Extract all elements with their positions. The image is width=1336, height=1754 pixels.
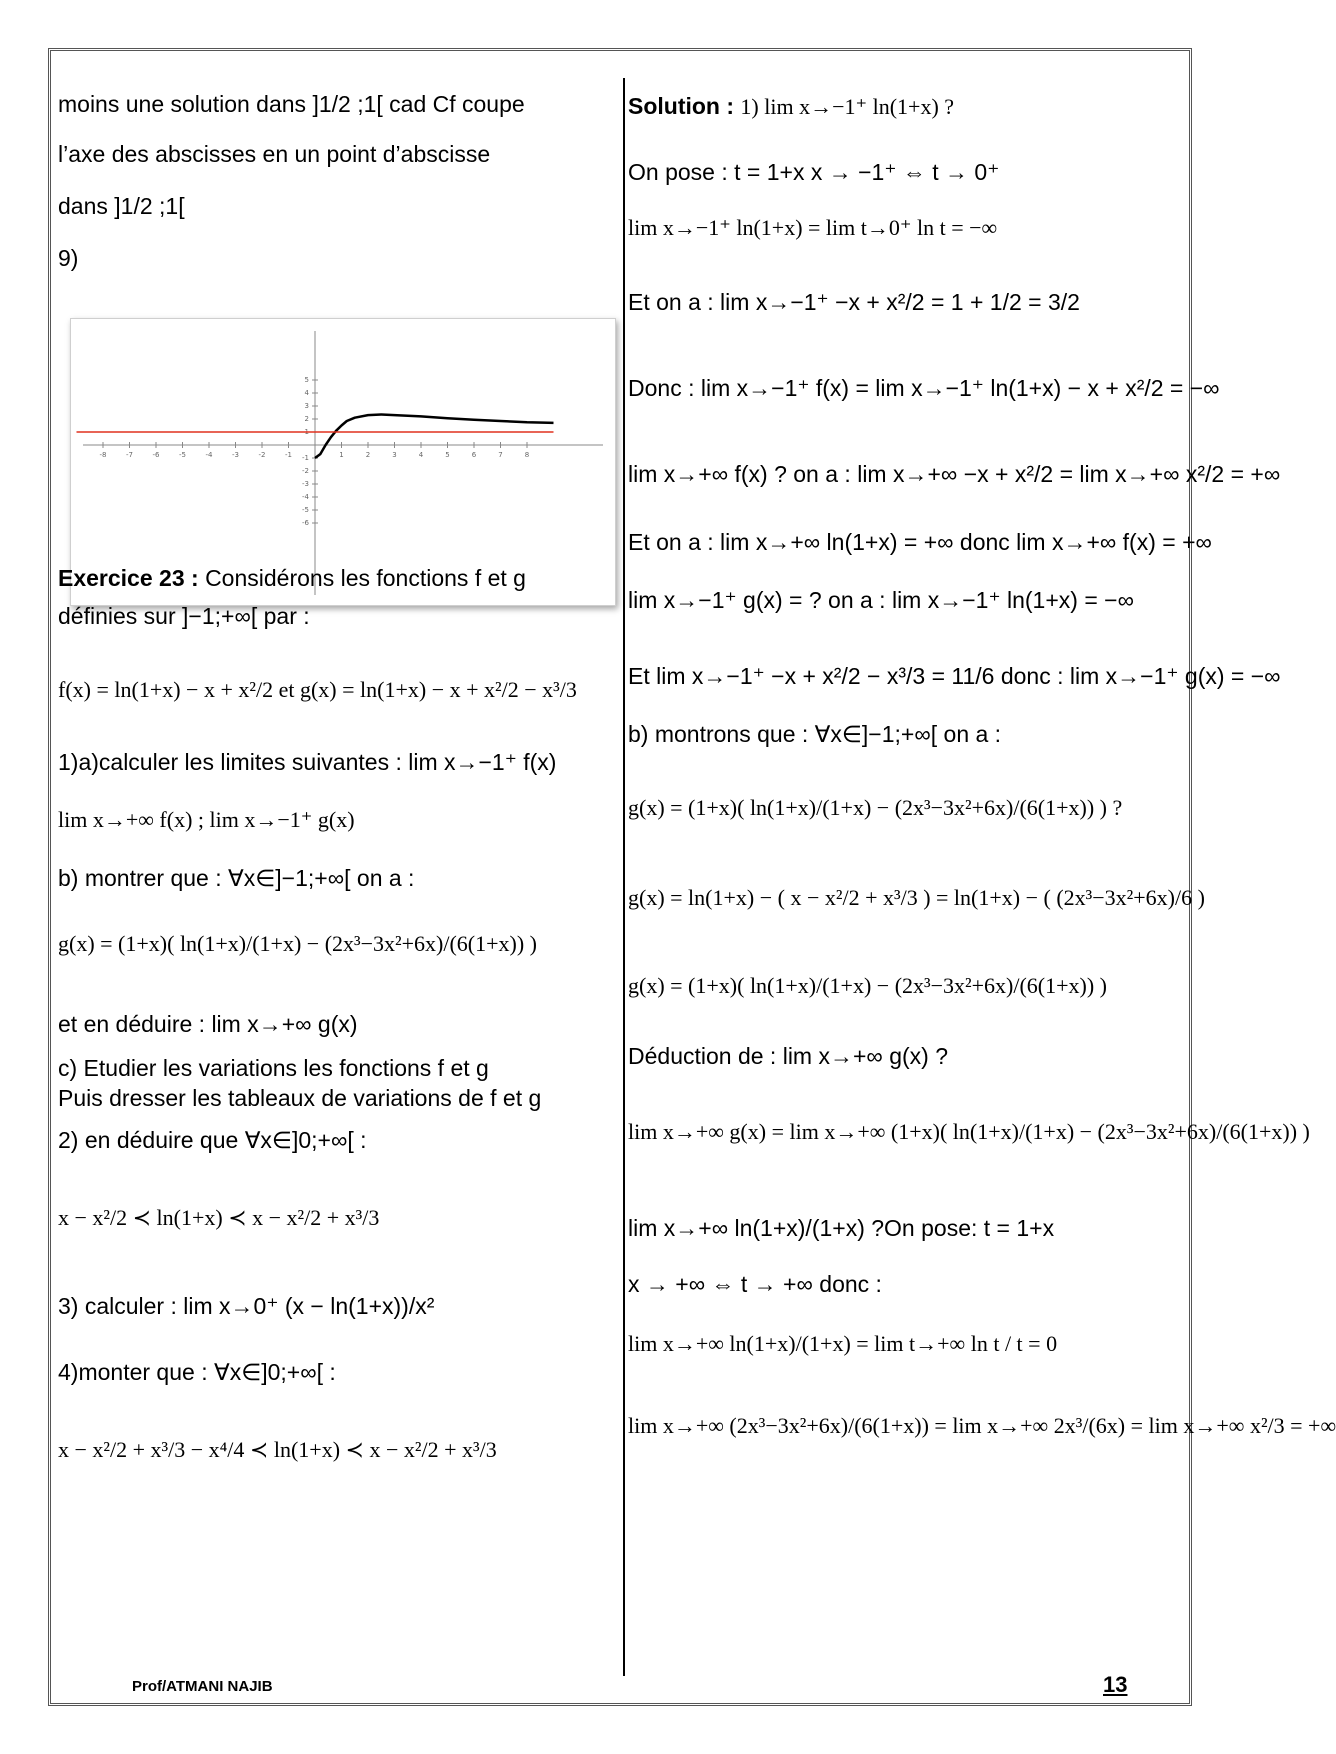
exercise-intro: Considérons les fonctions f et g [205,565,526,591]
formula: lim x→+∞ f(x) ; lim x→−1⁺ g(x) [58,807,355,832]
formula: x − x²/2 ≺ ln(1+x) ≺ x − x²/2 + x³/3 [58,1205,380,1230]
y-tick-label: 4 [304,389,309,397]
text-line: lim x→−1⁺ g(x) = ? on a : lim x→−1⁺ ln(1+x) = −∞ [628,587,1134,613]
graph-svg [71,319,615,605]
text-line: définies sur ]−1;+∞[ par : [58,603,310,629]
text-line: Et on a : lim x→+∞ ln(1+x) = +∞ donc lim x→+∞ f(x) = +∞ [628,529,1212,555]
x-tick-label: 6 [471,451,477,459]
exercise-header [58,564,526,592]
formula: 1) lim x→−1⁺ ln(1+x) ? [740,94,955,119]
formula: x − x²/2 + x³/3 − x⁴/4 ≺ ln(1+x) ≺ x − x²/2 + x³/3 [58,1437,497,1462]
formula: g(x) = (1+x)( ln(1+x)/(1+x) − (2x³−3x²+6x)/(6(1+x)) ) [58,931,538,956]
y-tick-label: -1 [302,454,309,462]
text-line: Et on a : lim x→−1⁺ −x + x²/2 = 1 + 1/2 = 3/2 [628,289,1080,315]
formula: g(x) = (1+x)( ln(1+x)/(1+x) − (2x³−3x²+6x)/(6(1+x)) ) ? [628,795,1123,820]
x-tick-label: 4 [418,451,424,459]
text-line: moins une solution dans ]1/2 ;1[ cad Cf coupe [58,91,525,117]
formula: lim x→+∞ ln(1+x)/(1+x) = lim t→+∞ ln t / t = 0 [628,1331,1058,1356]
formula: f(x) = ln(1+x) − x + x²/2 et g(x) = ln(1+x) − x + x²/2 − x³/3 [58,677,577,702]
question: Puis dresser les tableaux de variations de f et g [58,1085,542,1111]
formula: g(x) = ln(1+x) − ( x − x²/2 + x³/3 ) = ln(1+x) − ( (2x³−3x²+6x)/6 ) [628,885,1205,910]
formula: lim x→+∞ (2x³−3x²+6x)/(6(1+x)) = lim x→+∞ 2x³/(6x) = lim x→+∞ x²/3 = +∞ [628,1413,1336,1438]
text-line: x → +∞ ⇔ t → +∞ donc : [628,1271,882,1297]
column-divider [623,78,625,1676]
x-tick-label: -1 [285,451,292,459]
footer-author: Prof/ATMANI NAJIB [132,1678,273,1695]
y-tick-label: -3 [302,480,309,488]
question: 4)monter que : ∀x∈]0;+∞[ : [58,1359,336,1385]
y-tick-label: 1 [304,428,309,436]
y-tick-label: 5 [304,376,309,384]
text-line: Déduction de : lim x→+∞ g(x) ? [628,1043,948,1069]
text-line: l’axe des abscisses en un point d’abscisse [58,141,491,167]
text-line: On pose : t = 1+x x → −1⁺ ⇔ t → 0⁺ [628,159,1000,185]
x-tick-label: -6 [152,451,160,459]
x-tick-label: -2 [258,451,266,459]
text-line: Donc : lim x→−1⁺ f(x) = lim x→−1⁺ ln(1+x) − x + x²/2 = −∞ [628,375,1220,401]
formula: lim x→+∞ g(x) = lim x→+∞ (1+x)( ln(1+x)/(1+x) − (2x³−3x²+6x)/(6(1+x)) ) [628,1119,1310,1144]
y-tick-label: -2 [302,467,309,475]
curve-cf [315,415,554,459]
exercise-title: Exercice 23 : [58,565,199,591]
function-graph [70,318,616,606]
x-tick-label: -8 [99,451,107,459]
x-tick-label: -3 [232,451,239,459]
text-line: Et lim x→−1⁺ −x + x²/2 − x³/3 = 11/6 donc : lim x→−1⁺ g(x) = −∞ [628,663,1281,689]
question: 2) en déduire que ∀x∈]0;+∞[ : [58,1127,367,1153]
y-tick-label: 3 [304,402,309,410]
solution-title: Solution : [628,93,735,119]
x-tick-label: 8 [524,451,530,459]
y-tick-label: 2 [304,415,309,423]
text-line: b) montrons que : ∀x∈]−1;+∞[ on a : [628,721,1002,747]
question: b) montrer que : ∀x∈]−1;+∞[ on a : [58,865,415,891]
x-tick-label: 3 [392,451,397,459]
text-line: lim x→+∞ f(x) ? on a : lim x→+∞ −x + x²/2 = lim x→+∞ x²/2 = +∞ [628,461,1281,487]
x-tick-label: -7 [126,451,133,459]
question: c) Etudier les variations les fonctions f et g [58,1055,489,1081]
formula: lim x→−1⁺ ln(1+x) = lim t→0⁺ ln t = −∞ [628,215,998,240]
text-line: lim x→+∞ ln(1+x)/(1+x) ?On pose: t = 1+x [628,1215,1055,1241]
y-tick-label: -4 [302,493,309,501]
x-tick-label: 7 [498,451,503,459]
x-tick-label: -5 [179,451,186,459]
x-tick-label: 5 [445,451,450,459]
page-number: 13 [1103,1672,1128,1697]
x-tick-label: 2 [365,451,371,459]
question: 3) calculer : lim x→0⁺ (x − ln(1+x))/x² [58,1293,435,1319]
text-line: dans ]1/2 ;1[ [58,193,185,219]
question: 1)a)calculer les limites suivantes : lim x→−1⁺ f(x) [58,749,557,775]
formula: g(x) = (1+x)( ln(1+x)/(1+x) − (2x³−3x²+6x)/(6(1+x)) ) [628,973,1108,998]
text-line: 9) [58,245,79,271]
x-tick-label: 1 [339,451,344,459]
x-tick-label: -4 [205,451,213,459]
y-tick-label: -6 [302,519,309,527]
question: et en déduire : lim x→+∞ g(x) [58,1011,358,1037]
solution-header [628,92,954,121]
y-tick-label: -5 [302,506,309,514]
